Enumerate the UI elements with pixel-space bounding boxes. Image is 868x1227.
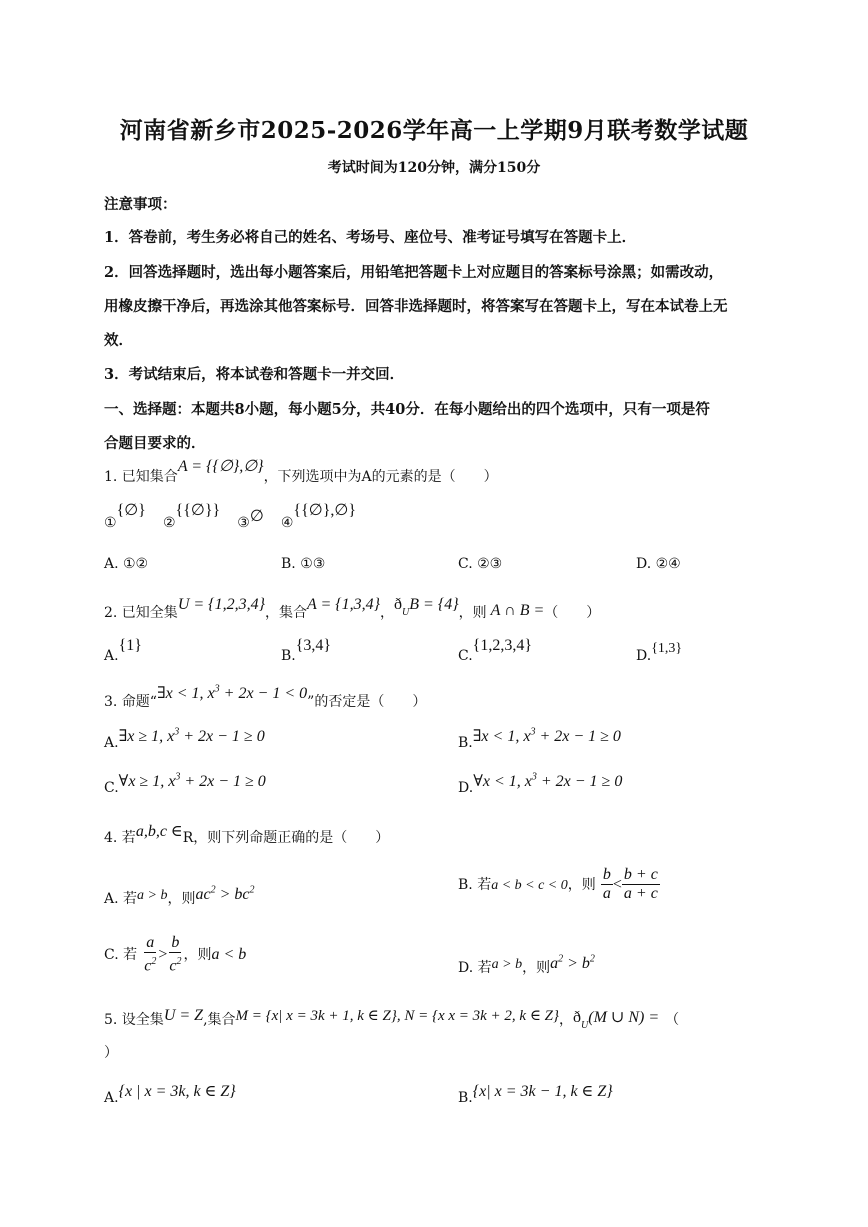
question-5-stem: 5. 设全集U = Z,集合M = {x| x = 3k + 1, k ∈ Z}, N = {x x = 3k + 2, k ∈ Z}，$ð_U(M$ ∪ N) = （ <box>104 1007 680 1032</box>
question-3-option-b[interactable]: B.∃x < 1, $x^3 + 2x - 1 \ge 0$ <box>458 726 621 751</box>
question-1-items: ①{∅} ②{{∅}} ③∅ ④{{∅},∅} <box>104 502 357 531</box>
question-1-option-a[interactable]: A. ①② <box>104 556 149 572</box>
question-2-option-b[interactable]: B.{3,4} <box>281 637 332 664</box>
question-4-stem: 4. 若a,b,c ∈R，则下列命题正确的是（ ） <box>104 823 390 846</box>
fraction-b-over-a: $\frac{b}{a}$ <box>602 866 611 902</box>
question-2-option-c[interactable]: C.{1,2,3,4} <box>458 637 533 664</box>
question-3-stem: 3. 命题“∃x < 1, $x^3 + 2x - 1 < 0$”的否定是（ ） <box>104 683 427 710</box>
notice-item-1: 1．答卷前，考生务必将自己的姓名、考场号、座位号、准考证号填写在答题卡上． <box>104 229 637 246</box>
question-5-option-b[interactable]: B.{x| x = 3k − 1, k ∈ Z} <box>458 1083 613 1106</box>
question-5-option-a[interactable]: A.{x | x = 3k, k ∈ Z} <box>104 1083 236 1106</box>
fraction-a-over-c2: $\frac{a}{c^2}$ <box>144 934 157 975</box>
question-4-option-d[interactable]: D. 若a > b，则$a^2 > b^2$ <box>458 953 595 976</box>
question-2-option-d[interactable]: D.{1,3} <box>636 641 683 664</box>
question-3-option-a[interactable]: A.∃x ≥ 1, $x^3 + 2x - 1 \ge 0$ <box>104 726 265 751</box>
exam-time-note: 考试时间为120分钟，满分150分 <box>327 160 541 176</box>
question-1-stem: 1. 已知集合A = {{∅},∅}，下列选项中为A的元素的是（ ） <box>104 458 498 485</box>
section-heading-line-1: 一、选择题：本题共8小题，每小题5分，共40分．在每小题给出的四个选项中，只有一项是符 <box>104 401 710 418</box>
question-2-stem: 2. 已知全集U = {1,2,3,4}，集合A = {1,3,4}，$ð_UB = \{4\}$，则 A ∩ B =（ ） <box>104 596 601 621</box>
question-2-option-a[interactable]: A.{1} <box>104 637 142 664</box>
notice-heading: 注意事项： <box>104 196 177 213</box>
question-5-paren-close: ） <box>104 1045 118 1061</box>
question-1-option-d[interactable]: D. ②④ <box>636 556 681 572</box>
question-4-option-a[interactable]: A. 若a > b，则$ac^2 > bc^2$ <box>104 884 255 907</box>
question-3-option-d[interactable]: D.∀x < 1, $x^3 + 2x - 1 \ge 0$ <box>458 771 623 796</box>
notice-item-3: 3．考试结束后，将本试卷和答题卡一并交回． <box>104 366 405 383</box>
fraction-b-over-c2: $\frac{b}{c^2}$ <box>169 934 182 975</box>
question-4-option-b[interactable]: B. 若a < b < c < 0，则 $\frac{b}{a}$ < $\frac{b + c}{a + c}$ <box>458 866 658 902</box>
question-3-option-c[interactable]: C.∀x ≥ 1, $x^3 + 2x - 1 \ge 0$ <box>104 771 266 796</box>
fraction-bc-over-ac: $\frac{b + c}{a + c}$ <box>623 866 658 902</box>
notice-item-2-line-1: 2．回答选择题时，选出每小题答案后，用铅笔把答题卡上对应题目的答案标号涂黑；如需改动， <box>104 264 724 281</box>
section-heading-line-2: 合题目要求的． <box>104 435 206 452</box>
question-1-option-c[interactable]: C. ②③ <box>458 556 503 572</box>
page-title: 河南省新乡市2025-2026学年高一上学期9月联考数学试题 <box>119 117 749 144</box>
question-1-option-b[interactable]: B. ①③ <box>281 556 326 572</box>
notice-item-2-line-3: 效． <box>104 332 133 349</box>
notice-item-2-line-2: 用橡皮擦干净后，再选涂其他答案标号．回答非选择题时，将答案写在答题卡上，写在本试卷上无 <box>104 298 728 315</box>
question-4-option-c[interactable]: C. 若 $\frac{a}{c^2}$ > $\frac{b}{c^2}$ ，则a < b <box>104 934 247 975</box>
